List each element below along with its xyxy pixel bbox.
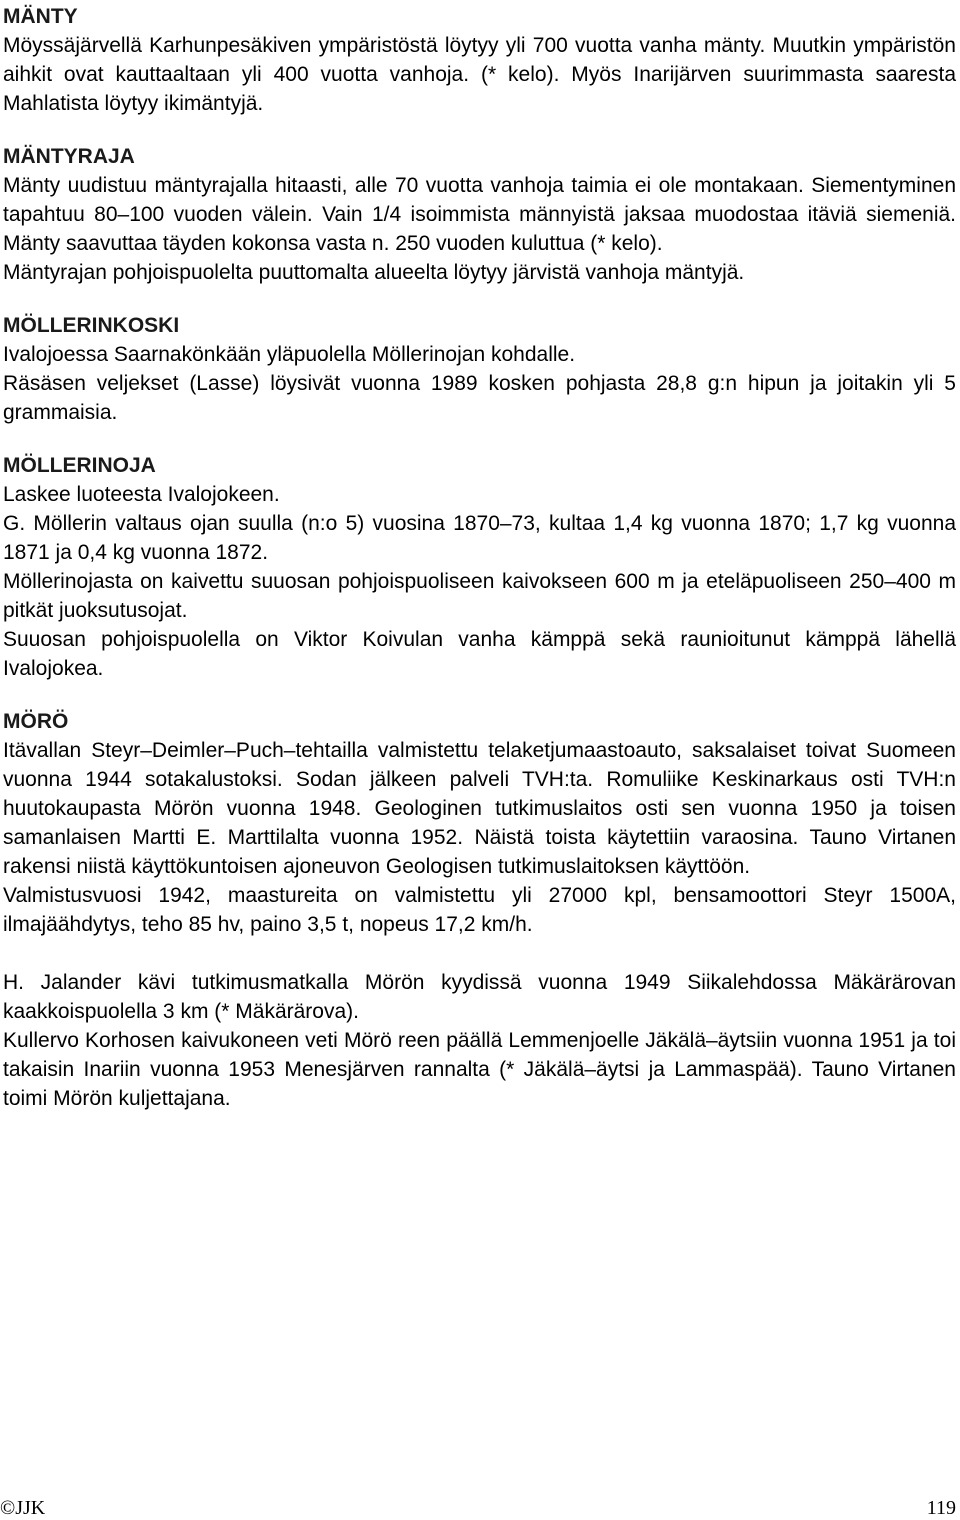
paragraph: Kullervo Korhosen kaivukoneen veti Mörö reen päällä Lemmenjoelle Jäkälä–äytsiin vuonna 1951 ja toi takaisin Inariin vuonna 1953 Menesjärven rannalta (* Jäkälä–äytsi ja Lammaspää). Tauno Virtanen toimi Mörön kuljettajana. — [3, 1029, 956, 1110]
paragraph: Möyssäjärvellä Karhunpesäkiven ympäristöstä löytyy yli 700 vuotta vanha mänty. Muutkin ympäristön aihkit ovat kauttaaltaan yli 400 vuotta vanhoja. (* kelo). Myös Inarijärven suurimmasta saaresta Mahlatista löytyy ikimäntyjä. — [3, 34, 956, 115]
paragraph: H. Jalander kävi tutkimusmatkalla Mörön kyydissä vuonna 1949 Siikalehdossa Mäkärärovan kaakkoispuolella 3 km (* Mäkärärova). — [3, 971, 956, 1023]
paragraph: Mänty uudistuu mäntyrajalla hitaasti, alle 70 vuotta vanhoja taimia ei ole montakaan. Siementyminen tapahtuu 80–100 vuoden välein. Vain 1/4 isoimmista männyistä jaksaa muodostaa itäviä siemeniä. Mänty saavuttaa täyden kokonsa vasta n. 250 vuoden kuluttua (* kelo). — [3, 174, 956, 255]
section-mollerinoja — [3, 451, 956, 683]
section-heading: MÖRÖ — [3, 710, 69, 733]
paragraph: Itävallan Steyr–Deimler–Puch–tehtailla valmistettu telaketjumaastoauto, saksalaiset toivat Suomeen vuonna 1944 sotakalustoksi. Sodan jälkeen palveli TVH:ta. Romuliike Keskinarkaus osti TVH:n huutokaupasta Mörön vuonna 1948. Geologinen tutkimuslaitos osti sen vuonna 1950 ja toisen samanlaisen Martti E. Marttilalta vuonna 1952. Näistä toista käytettiin varaosina. Tauno Virtanen rakensi niistä käyttökuntoisen ajoneuvon Geologisen tutkimuslaitoksen käyttöön. — [3, 739, 956, 878]
paragraph: Möllerinojasta on kaivettu suuosan pohjoispuoliseen kaivokseen 600 m ja eteläpuoliseen 250–400 m pitkät juoksutusojat. — [3, 570, 956, 622]
section-heading: MÄNTY — [3, 5, 78, 28]
section-heading: MÖLLERINOJA — [3, 454, 156, 477]
document-page — [3, 2, 956, 1113]
paragraph: Valmistusvuosi 1942, maastureita on valmistettu yli 27000 kpl, bensamoottori Steyr 1500A, ilmajäähdytys, teho 85 hv, paino 3,5 t, nopeus 17,2 km/h. — [3, 884, 956, 936]
paragraph: Mäntyrajan pohjoispuolelta puuttomalta alueelta löytyy järvistä vanhoja mäntyjä. — [3, 261, 745, 284]
paragraph: Räsäsen veljekset (Lasse) löysivät vuonna 1989 kosken pohjasta 28,8 g:n hipun ja joitakin yli 5 grammaisia. — [3, 372, 956, 424]
paragraph: Laskee luoteesta Ivalojokeen. — [3, 483, 280, 506]
section-manty — [3, 2, 956, 118]
section-moro — [3, 707, 956, 1113]
paragraph: Suuosan pohjoispuolella on Viktor Koivulan vanha kämppä sekä raunioitunut kämppä lähellä Ivalojokea. — [3, 628, 956, 680]
section-heading: MÄNTYRAJA — [3, 145, 135, 168]
paragraph: Ivalojoessa Saarnakönkään yläpuolella Möllerinojan kohdalle. — [3, 343, 576, 366]
footer-copyright: ©JJK — [0, 1497, 46, 1519]
section-mollerinkoski — [3, 311, 956, 427]
footer-page-number: 119 — [926, 1497, 956, 1519]
section-mantyraja — [3, 142, 956, 287]
paragraph: G. Möllerin valtaus ojan suulla (n:o 5) vuosina 1870–73, kultaa 1,4 kg vuonna 1870; 1,7 kg vuonna 1871 ja 0,4 kg vuonna 1872. — [3, 512, 956, 564]
section-heading: MÖLLERINKOSKI — [3, 314, 180, 337]
